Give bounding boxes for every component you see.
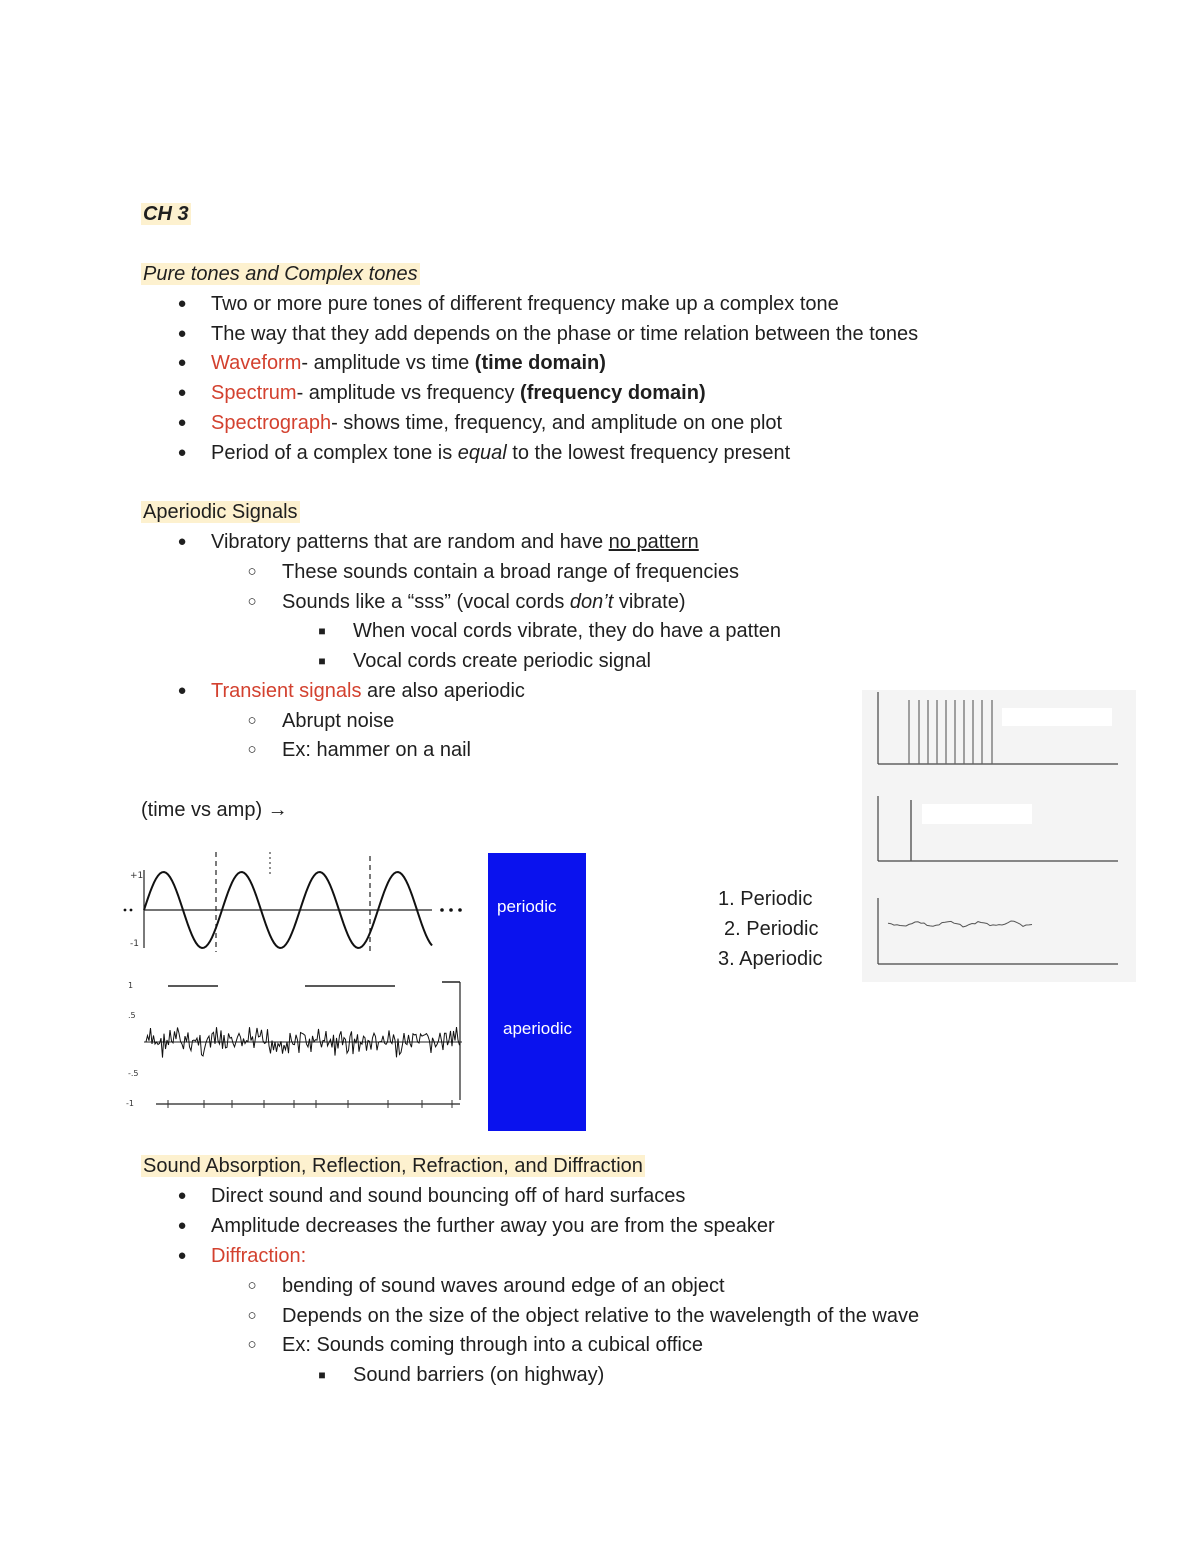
numbered-item: 2. Periodic xyxy=(724,918,819,940)
numbered-item: 3. Aperiodic xyxy=(718,948,823,970)
circle-bullet-icon: ○ xyxy=(247,563,257,580)
svg-text:1: 1 xyxy=(128,981,134,990)
bullet-icon: ● xyxy=(177,682,187,699)
waveform-figure xyxy=(120,848,470,1128)
list-item: Transient signals are also aperiodic xyxy=(211,680,525,702)
list-item: These sounds contain a broad range of frequencies xyxy=(282,561,739,583)
svg-text:.5: .5 xyxy=(128,1011,136,1020)
chapter-title: CH 3 xyxy=(143,203,189,225)
periodic-label: periodic xyxy=(497,897,557,916)
bullet-icon: ● xyxy=(177,1247,187,1264)
bullet-icon: ● xyxy=(177,444,187,461)
svg-text:-.5: -.5 xyxy=(128,1069,139,1078)
svg-text:-1: -1 xyxy=(130,939,139,949)
list-item: Abrupt noise xyxy=(282,710,395,732)
bullet-icon: ● xyxy=(177,533,187,550)
bullet-icon: ● xyxy=(177,1187,187,1204)
circle-bullet-icon: ○ xyxy=(247,741,257,758)
list-item: Amplitude decreases the further away you are from the speaker xyxy=(211,1215,775,1237)
numbered-list xyxy=(706,884,823,974)
section-heading-aperiodic: Aperiodic Signals xyxy=(143,501,298,523)
aperiodic-label: aperiodic xyxy=(503,1019,572,1038)
list-item xyxy=(211,1244,306,1268)
term-waveform: Waveform xyxy=(211,352,302,374)
list-item: Spectrum- amplitude vs frequency (frequency domain) xyxy=(211,382,706,404)
list-item: bending of sound waves around edge of an object xyxy=(282,1275,725,1297)
term-transient-signals: Transient signals xyxy=(211,680,362,702)
spectrum-figure xyxy=(862,690,1136,982)
bullet-icon: ● xyxy=(177,384,187,401)
bullet-icon: ● xyxy=(177,325,187,342)
circle-bullet-icon: ○ xyxy=(247,593,257,610)
time-vs-amp-label: (time vs amp) → xyxy=(141,799,288,821)
list-item: Two or more pure tones of different frequency make up a complex tone xyxy=(211,293,839,315)
term-diffraction: Diffraction: xyxy=(211,1245,307,1267)
svg-text:+1: +1 xyxy=(130,871,144,881)
circle-bullet-icon: ○ xyxy=(247,1277,257,1294)
periodic-aperiodic-panel xyxy=(488,853,586,1131)
bullet-icon: ● xyxy=(177,414,187,431)
circle-bullet-icon: ○ xyxy=(247,1307,257,1324)
list-item: Sound barriers (on highway) xyxy=(353,1364,605,1386)
term-spectrum: Spectrum xyxy=(211,382,297,404)
bullet-icon: ● xyxy=(177,1217,187,1234)
svg-text:-1: -1 xyxy=(126,1099,134,1108)
numbered-item: 1. Periodic xyxy=(718,888,813,910)
section-heading-pure-tones: Pure tones and Complex tones xyxy=(143,263,418,285)
list-item: Vocal cords create periodic signal xyxy=(353,650,651,672)
list-item: Sounds like a “sss” (vocal cords don’t vibrate) xyxy=(282,591,686,613)
bullet-icon: ● xyxy=(177,354,187,371)
section-heading-sound: Sound Absorption, Reflection, Refraction, and Diffraction xyxy=(143,1155,643,1177)
square-bullet-icon: ■ xyxy=(318,654,326,668)
waveform-figure-svg xyxy=(120,848,470,1128)
list-item: Direct sound and sound bouncing off of hard surfaces xyxy=(211,1185,686,1207)
square-bullet-icon: ■ xyxy=(318,624,326,638)
list-item: Waveform- amplitude vs time (time domain) xyxy=(211,352,606,374)
spectrum-figure-svg xyxy=(862,690,1136,982)
bullet-icon: ● xyxy=(177,295,187,312)
list-item: The way that they add depends on the phase or time relation between the tones xyxy=(211,323,919,345)
square-bullet-icon: ■ xyxy=(318,1368,326,1382)
list-item: Vibratory patterns that are random and have no pattern xyxy=(211,531,699,553)
list-item: Ex: Sounds coming through into a cubical office xyxy=(282,1334,703,1356)
list-item: When vocal cords vibrate, they do have a patten xyxy=(353,620,782,642)
list-item: Period of a complex tone is equal to the lowest frequency present xyxy=(211,442,791,464)
list-item: Depends on the size of the object relative to the wavelength of the wave xyxy=(282,1305,920,1327)
circle-bullet-icon: ○ xyxy=(247,1336,257,1353)
term-spectrograph: Spectrograph xyxy=(211,412,332,434)
list-item: Spectrograph- shows time, frequency, and amplitude on one plot xyxy=(211,412,783,434)
circle-bullet-icon: ○ xyxy=(247,712,257,729)
list-item: Ex: hammer on a nail xyxy=(282,739,471,761)
